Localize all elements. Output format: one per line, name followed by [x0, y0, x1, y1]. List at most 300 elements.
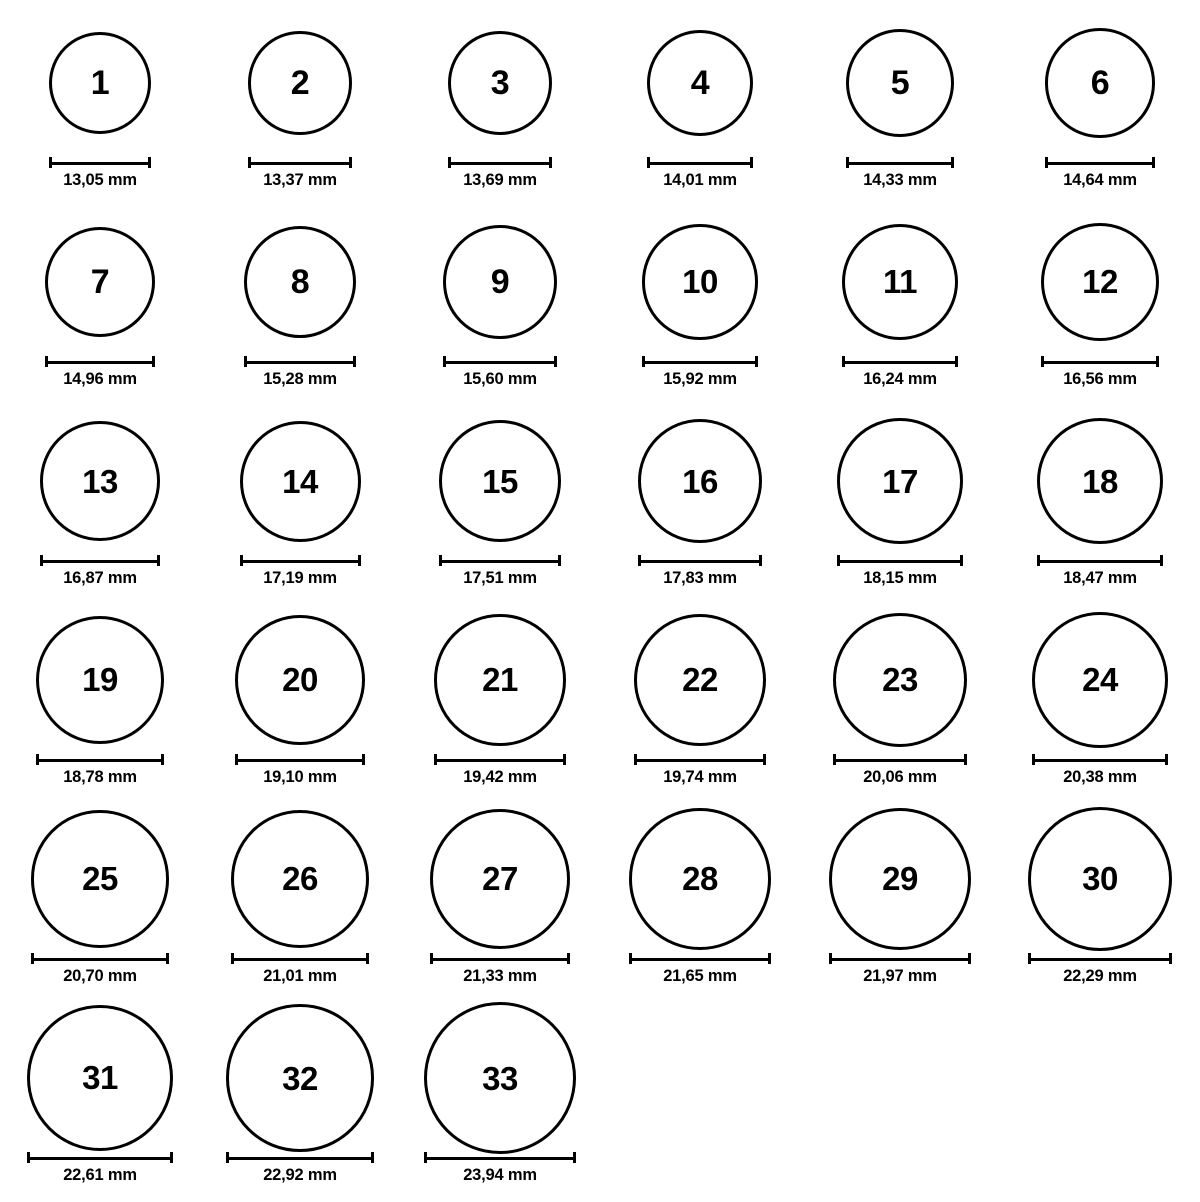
- caliper-tick-right: [567, 953, 570, 964]
- ring-size-cell: [0, 1003, 200, 1202]
- ring-diameter-label: 17,83 mm: [663, 569, 737, 587]
- ring-size-cell: [800, 8, 1000, 207]
- caliper-graphic: [1028, 953, 1172, 964]
- caliper-bar: [231, 958, 370, 961]
- ring-caliper: [400, 1151, 600, 1163]
- ring-size-cell: [200, 406, 400, 605]
- caliper-tick-left: [629, 953, 632, 964]
- ring-circle-wrap: [0, 1003, 200, 1153]
- caliper-tick-left: [1037, 555, 1040, 566]
- ring-diameter-label: 22,61 mm: [63, 1166, 137, 1184]
- ring-diameter-label: 21,01 mm: [263, 967, 337, 985]
- ring-size-number: 12: [1082, 263, 1118, 301]
- ring-size-number: 30: [1082, 860, 1118, 898]
- caliper-tick-left: [647, 157, 650, 168]
- ring-diameter-label: 14,01 mm: [663, 171, 737, 189]
- caliper-bar: [235, 759, 365, 762]
- caliper-tick-right: [951, 157, 954, 168]
- ring-circle: [638, 419, 762, 543]
- ring-size-cell: [400, 8, 600, 207]
- caliper-tick-right: [1160, 555, 1163, 566]
- ring-caliper: [200, 952, 400, 964]
- caliper-bar: [448, 162, 553, 165]
- caliper-tick-left: [226, 1152, 229, 1163]
- ring-diameter-label: 16,24 mm: [863, 370, 937, 388]
- ring-caliper: [400, 554, 600, 566]
- caliper-bar: [240, 560, 361, 563]
- ring-circle-wrap: [800, 605, 1000, 755]
- ring-size-number: 31: [82, 1059, 118, 1097]
- ring-diameter-label: 18,15 mm: [863, 569, 937, 587]
- ring-caliper: [1000, 753, 1200, 765]
- caliper-tick-left: [642, 356, 645, 367]
- caliper-graphic: [40, 555, 160, 566]
- ring-diameter-label: 22,29 mm: [1063, 967, 1137, 985]
- ring-caliper: [600, 156, 800, 168]
- caliper-graphic: [443, 356, 557, 367]
- caliper-tick-left: [634, 754, 637, 765]
- ring-diameter-label: 21,97 mm: [863, 967, 937, 985]
- ring-size-cell: [200, 207, 400, 406]
- ring-caliper: [800, 753, 1000, 765]
- ring-size-cell: [1000, 207, 1200, 406]
- ring-circle-wrap: [200, 8, 400, 158]
- caliper-bar: [634, 759, 767, 762]
- ring-circle-wrap: [200, 406, 400, 556]
- ring-size-cell: [0, 8, 200, 207]
- caliper-graphic: [634, 754, 767, 765]
- ring-circle-wrap: [600, 605, 800, 755]
- caliper-bar: [1028, 958, 1172, 961]
- caliper-tick-left: [49, 157, 52, 168]
- ring-diameter-label: 16,56 mm: [1063, 370, 1137, 388]
- ring-circle: [439, 420, 561, 542]
- caliper-tick-right: [366, 953, 369, 964]
- ring-caliper: [200, 753, 400, 765]
- caliper-graphic: [638, 555, 762, 566]
- ring-size-cell: [800, 406, 1000, 605]
- ring-diameter-label: 19,10 mm: [263, 768, 337, 786]
- ring-size-cell: [800, 804, 1000, 1003]
- ring-size-cell: [400, 406, 600, 605]
- caliper-bar: [642, 361, 757, 364]
- ring-size-cell: [0, 406, 200, 605]
- caliper-bar: [49, 162, 151, 165]
- ring-size-number: 15: [482, 462, 518, 500]
- caliper-graphic: [448, 157, 553, 168]
- caliper-tick-right: [955, 356, 958, 367]
- caliper-tick-right: [554, 356, 557, 367]
- ring-circle-wrap: [600, 207, 800, 357]
- ring-circle: [842, 224, 959, 341]
- ring-circle-wrap: [200, 207, 400, 357]
- ring-caliper: [1000, 952, 1200, 964]
- caliper-bar: [842, 361, 959, 364]
- caliper-bar: [1041, 361, 1159, 364]
- ring-size-cell: [200, 1003, 400, 1202]
- ring-circle: [1045, 28, 1154, 137]
- ring-size-cell: [600, 804, 800, 1003]
- ring-caliper: [800, 554, 1000, 566]
- ring-size-number: 1: [90, 64, 110, 102]
- ring-caliper: [0, 1151, 200, 1163]
- caliper-tick-right: [558, 555, 561, 566]
- caliper-graphic: [1041, 356, 1159, 367]
- ring-circle-wrap: [1000, 605, 1200, 755]
- ring-caliper: [400, 355, 600, 367]
- ring-diameter-label: 18,47 mm: [1063, 569, 1137, 587]
- ring-diameter-label: 19,42 mm: [463, 768, 537, 786]
- ring-circle: [36, 616, 164, 744]
- caliper-tick-right: [960, 555, 963, 566]
- ring-circle-wrap: [800, 804, 1000, 954]
- ring-size-cell: [600, 406, 800, 605]
- ring-circle-wrap: [1000, 406, 1200, 556]
- ring-size-cell: [400, 605, 600, 804]
- caliper-tick-left: [833, 754, 836, 765]
- ring-caliper: [200, 554, 400, 566]
- caliper-bar: [647, 162, 753, 165]
- ring-circle: [629, 808, 770, 949]
- ring-size-number: 6: [1090, 63, 1110, 102]
- ring-diameter-label: 20,06 mm: [863, 768, 937, 786]
- caliper-tick-right: [353, 356, 356, 367]
- caliper-graphic: [1037, 555, 1164, 566]
- caliper-graphic: [1032, 754, 1168, 765]
- ring-diameter-label: 21,65 mm: [663, 967, 737, 985]
- ring-diameter-label: 22,92 mm: [263, 1166, 337, 1184]
- ring-size-cell: [1000, 605, 1200, 804]
- caliper-bar: [31, 958, 168, 961]
- caliper-tick-left: [846, 157, 849, 168]
- ring-size-cell: [400, 804, 600, 1003]
- ring-caliper: [1000, 554, 1200, 566]
- caliper-bar: [829, 958, 972, 961]
- ring-caliper: [400, 753, 600, 765]
- ring-size-number: 32: [282, 1059, 318, 1097]
- caliper-graphic: [31, 953, 168, 964]
- ring-size-number: 22: [682, 661, 718, 699]
- ring-caliper: [800, 952, 1000, 964]
- caliper-graphic: [1045, 157, 1154, 168]
- caliper-tick-left: [638, 555, 641, 566]
- ring-size-number: 11: [883, 263, 917, 301]
- ring-size-number: 8: [290, 262, 310, 301]
- ring-caliper: [200, 1151, 400, 1163]
- caliper-graphic: [629, 953, 770, 964]
- caliper-bar: [424, 1157, 576, 1160]
- caliper-bar: [439, 560, 561, 563]
- ring-size-number: 10: [682, 263, 718, 301]
- ring-circle: [634, 614, 767, 747]
- ring-circle-wrap: [600, 804, 800, 954]
- ring-circle-wrap: [400, 1003, 600, 1153]
- caliper-graphic: [45, 356, 156, 367]
- ring-circle: [642, 224, 757, 339]
- ring-size-cell: [1000, 8, 1200, 207]
- ring-circle-wrap: [800, 8, 1000, 158]
- caliper-tick-right: [358, 555, 361, 566]
- ring-size-number: 7: [90, 262, 110, 301]
- caliper-bar: [36, 759, 164, 762]
- ring-size-cell: [200, 804, 400, 1003]
- ring-circle: [448, 31, 553, 136]
- caliper-tick-left: [448, 157, 451, 168]
- caliper-tick-right: [573, 1152, 576, 1163]
- ring-circle-wrap: [1000, 207, 1200, 357]
- caliper-graphic: [226, 1152, 373, 1163]
- caliper-graphic: [36, 754, 164, 765]
- caliper-tick-right: [1169, 953, 1172, 964]
- caliper-tick-right: [763, 754, 766, 765]
- caliper-tick-left: [1045, 157, 1048, 168]
- ring-circle: [829, 808, 972, 951]
- ring-size-number: 3: [490, 64, 510, 102]
- caliper-tick-right: [968, 953, 971, 964]
- ring-circle-wrap: [1000, 8, 1200, 158]
- caliper-graphic: [837, 555, 962, 566]
- ring-circle: [647, 30, 753, 136]
- ring-circle-wrap: [0, 406, 200, 556]
- caliper-tick-right: [1156, 356, 1159, 367]
- ring-circle-wrap: [0, 8, 200, 158]
- caliper-tick-right: [170, 1152, 173, 1163]
- caliper-bar: [434, 759, 565, 762]
- ring-circle-wrap: [200, 1003, 400, 1153]
- ring-size-number: 33: [482, 1059, 518, 1097]
- ring-caliper: [1000, 156, 1200, 168]
- ring-size-number: 5: [890, 64, 910, 102]
- ring-diameter-label: 15,28 mm: [263, 370, 337, 388]
- ring-circle: [248, 31, 351, 134]
- ring-size-cell: [200, 605, 400, 804]
- ring-caliper: [400, 156, 600, 168]
- caliper-graphic: [430, 953, 570, 964]
- caliper-bar: [1037, 560, 1164, 563]
- ring-diameter-label: 13,69 mm: [463, 171, 537, 189]
- caliper-tick-left: [244, 356, 247, 367]
- ring-circle: [235, 615, 365, 745]
- ring-circle: [31, 810, 168, 947]
- ring-circle: [240, 421, 361, 542]
- caliper-bar: [837, 560, 962, 563]
- caliper-tick-right: [1165, 754, 1168, 765]
- caliper-tick-left: [842, 356, 845, 367]
- ring-size-number: 25: [82, 860, 118, 898]
- ring-size-number: 2: [290, 64, 310, 102]
- ring-circle: [434, 614, 565, 745]
- caliper-tick-right: [755, 356, 758, 367]
- ring-size-cell: [600, 605, 800, 804]
- ring-diameter-label: 14,33 mm: [863, 171, 937, 189]
- ring-circle-wrap: [400, 804, 600, 954]
- ring-circle: [1037, 418, 1164, 545]
- caliper-tick-right: [563, 754, 566, 765]
- caliper-graphic: [235, 754, 365, 765]
- caliper-bar: [430, 958, 570, 961]
- ring-circle: [1032, 612, 1168, 748]
- ring-size-cell: [200, 8, 400, 207]
- ring-size-cell: [800, 605, 1000, 804]
- ring-circle: [49, 32, 151, 134]
- caliper-bar: [629, 958, 770, 961]
- ring-circle-wrap: [200, 605, 400, 755]
- caliper-tick-left: [31, 953, 34, 964]
- ring-size-number: 9: [490, 262, 510, 301]
- ring-size-number: 20: [282, 661, 318, 699]
- ring-circle-wrap: [600, 406, 800, 556]
- ring-circle-wrap: [0, 207, 200, 357]
- ring-size-number: 18: [1082, 462, 1118, 500]
- ring-size-number: 17: [882, 462, 918, 500]
- ring-circle-wrap: [1000, 804, 1200, 954]
- caliper-bar: [40, 560, 160, 563]
- caliper-tick-left: [1041, 356, 1044, 367]
- ring-caliper: [0, 952, 200, 964]
- ring-circle: [846, 29, 954, 137]
- ring-size-cell: [0, 804, 200, 1003]
- ring-diameter-label: 20,70 mm: [63, 967, 137, 985]
- caliper-tick-right: [161, 754, 164, 765]
- ring-circle-wrap: [400, 406, 600, 556]
- caliper-graphic: [244, 356, 356, 367]
- caliper-tick-right: [152, 356, 155, 367]
- ring-caliper: [400, 952, 600, 964]
- ring-circle-wrap: [400, 8, 600, 158]
- caliper-tick-left: [443, 356, 446, 367]
- ring-diameter-label: 23,94 mm: [463, 1166, 537, 1184]
- caliper-bar: [638, 560, 762, 563]
- caliper-tick-left: [1028, 953, 1031, 964]
- ring-caliper: [600, 753, 800, 765]
- ring-circle: [226, 1004, 373, 1151]
- caliper-bar: [1032, 759, 1168, 762]
- ring-circle: [1028, 807, 1172, 951]
- ring-size-number: 26: [282, 860, 318, 898]
- caliper-tick-left: [240, 555, 243, 566]
- ring-caliper: [800, 156, 1000, 168]
- caliper-graphic: [647, 157, 753, 168]
- ring-diameter-label: 16,87 mm: [63, 569, 137, 587]
- caliper-tick-right: [371, 1152, 374, 1163]
- ring-circle-wrap: [0, 804, 200, 954]
- caliper-tick-left: [439, 555, 442, 566]
- caliper-graphic: [833, 754, 967, 765]
- ring-circle: [27, 1005, 173, 1151]
- caliper-tick-right: [148, 157, 151, 168]
- ring-circle-wrap: [600, 8, 800, 158]
- ring-circle-wrap: [800, 406, 1000, 556]
- caliper-tick-right: [362, 754, 365, 765]
- caliper-graphic: [49, 157, 151, 168]
- ring-circle: [244, 226, 356, 338]
- ring-diameter-label: 18,78 mm: [63, 768, 137, 786]
- caliper-graphic: [248, 157, 351, 168]
- ring-size-number: 4: [690, 64, 710, 102]
- ring-size-number: 21: [482, 661, 518, 699]
- ring-caliper: [600, 554, 800, 566]
- ring-circle: [45, 227, 156, 338]
- caliper-graphic: [240, 555, 361, 566]
- caliper-bar: [833, 759, 967, 762]
- ring-diameter-label: 21,33 mm: [463, 967, 537, 985]
- ring-diameter-label: 15,92 mm: [663, 370, 737, 388]
- caliper-graphic: [231, 953, 370, 964]
- caliper-tick-left: [235, 754, 238, 765]
- ring-size-number: 16: [682, 462, 718, 500]
- caliper-bar: [248, 162, 351, 165]
- caliper-tick-right: [349, 157, 352, 168]
- ring-diameter-label: 13,37 mm: [263, 171, 337, 189]
- caliper-tick-left: [40, 555, 43, 566]
- caliper-bar: [244, 361, 356, 364]
- caliper-bar: [846, 162, 954, 165]
- ring-size-cell: [600, 8, 800, 207]
- caliper-tick-left: [36, 754, 39, 765]
- ring-caliper: [0, 753, 200, 765]
- caliper-bar: [45, 361, 156, 364]
- caliper-tick-left: [27, 1152, 30, 1163]
- ring-diameter-label: 14,64 mm: [1063, 171, 1137, 189]
- ring-circle-wrap: [0, 605, 200, 755]
- ring-size-cell: [400, 207, 600, 406]
- ring-circle-wrap: [400, 207, 600, 357]
- ring-diameter-label: 13,05 mm: [63, 171, 137, 189]
- ring-size-number: 29: [882, 860, 918, 898]
- ring-circle-wrap: [800, 207, 1000, 357]
- ring-size-number: 19: [82, 661, 118, 699]
- caliper-tick-left: [829, 953, 832, 964]
- ring-size-cell: [800, 207, 1000, 406]
- ring-size-number: 23: [882, 661, 918, 699]
- ring-caliper: [200, 355, 400, 367]
- caliper-tick-left: [430, 953, 433, 964]
- caliper-tick-right: [759, 555, 762, 566]
- ring-circle: [430, 809, 570, 949]
- caliper-graphic: [842, 356, 959, 367]
- ring-circle-wrap: [400, 605, 600, 755]
- caliper-bar: [226, 1157, 373, 1160]
- caliper-tick-right: [1152, 157, 1155, 168]
- ring-diameter-label: 17,19 mm: [263, 569, 337, 587]
- caliper-tick-right: [549, 157, 552, 168]
- ring-caliper: [0, 554, 200, 566]
- ring-circle: [40, 421, 160, 541]
- ring-size-number: 27: [482, 860, 518, 898]
- ring-diameter-label: 19,74 mm: [663, 768, 737, 786]
- caliper-graphic: [439, 555, 561, 566]
- ring-diameter-label: 20,38 mm: [1063, 768, 1137, 786]
- caliper-tick-left: [231, 953, 234, 964]
- caliper-tick-left: [248, 157, 251, 168]
- ring-circle: [837, 418, 962, 543]
- ring-caliper: [600, 355, 800, 367]
- caliper-tick-right: [166, 953, 169, 964]
- caliper-graphic: [434, 754, 565, 765]
- caliper-tick-left: [1032, 754, 1035, 765]
- caliper-tick-left: [424, 1152, 427, 1163]
- ring-caliper: [0, 156, 200, 168]
- ring-size-cell: [0, 605, 200, 804]
- ring-caliper: [800, 355, 1000, 367]
- caliper-bar: [1045, 162, 1154, 165]
- ring-circle: [833, 613, 967, 747]
- caliper-tick-left: [45, 356, 48, 367]
- ring-size-number: 14: [282, 462, 318, 500]
- caliper-tick-right: [157, 555, 160, 566]
- ring-diameter-label: 15,60 mm: [463, 370, 537, 388]
- ring-size-cell: [0, 207, 200, 406]
